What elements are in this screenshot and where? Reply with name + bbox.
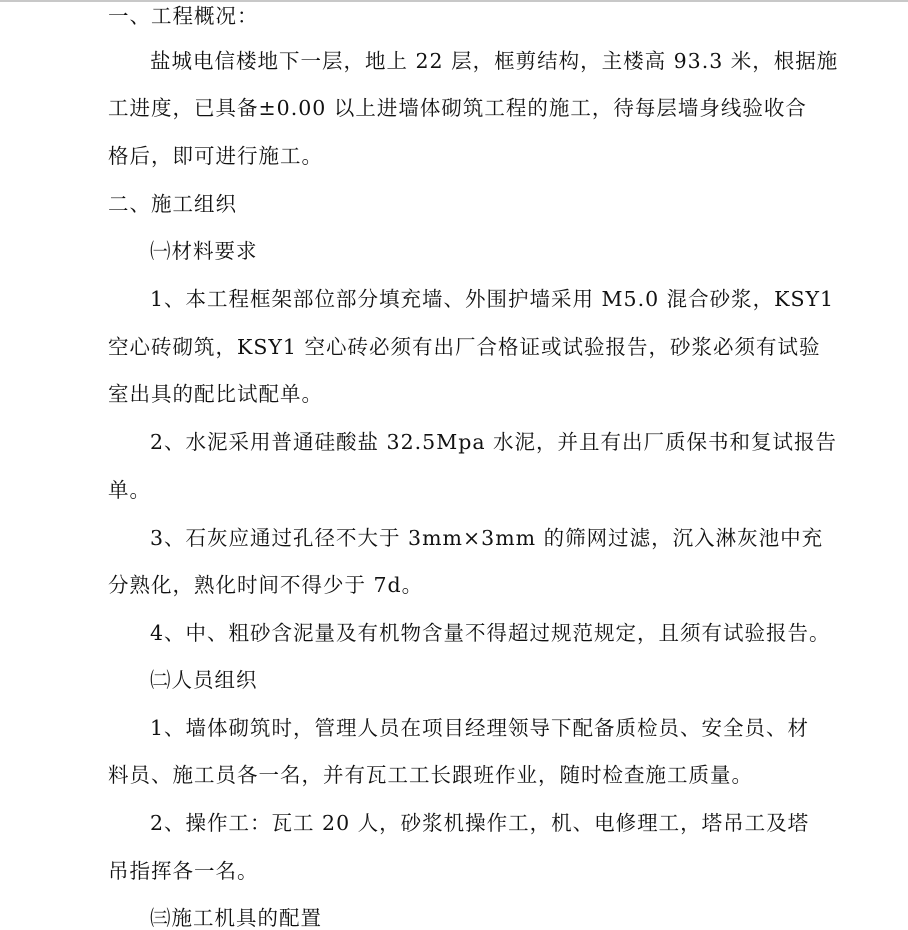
paragraph-line: 分熟化，熟化时间不得少于 7d。 bbox=[108, 573, 424, 597]
paragraph-line: 盐城电信楼地下一层，地上 22 层，框剪结构，主楼高 93.3 米，根据施 bbox=[150, 49, 839, 73]
paragraph-line: 吊指挥各一名。 bbox=[108, 859, 259, 883]
paragraph-line: 工进度，已具备±0.00 以上进墙体砌筑工程的施工，待每层墙身线验收合 bbox=[108, 96, 807, 120]
paragraph-line: 4、中、粗砂含泥量及有机物含量不得超过规范规定，且须有试验报告。 bbox=[150, 621, 831, 645]
paragraph-line: 室出具的配比试配单。 bbox=[108, 382, 323, 406]
subsection-heading-equipment: ㈢施工机具的配置 bbox=[150, 906, 322, 930]
subsection-heading-materials: ㈠材料要求 bbox=[150, 239, 258, 263]
paragraph-line: 2、操作工：瓦工 20 人，砂浆机操作工，机、电修理工，塔吊工及塔 bbox=[150, 811, 810, 835]
paragraph-line: 3、石灰应通过孔径不大于 3mm×3mm 的筛网过滤，沉入淋灰池中充 bbox=[150, 526, 824, 550]
paragraph-line: 单。 bbox=[108, 478, 151, 502]
paragraph-line: 料员、施工员各一名，并有瓦工工长跟班作业，随时检查施工质量。 bbox=[108, 763, 753, 787]
section-heading-overview: 一、工程概况： bbox=[108, 4, 259, 28]
subsection-heading-personnel: ㈡人员组织 bbox=[150, 668, 258, 692]
paragraph-line: 空心砖砌筑，KSY1 空心砖必须有出厂合格证或试验报告，砂浆必须有试验 bbox=[108, 335, 821, 359]
paragraph-line: 1、本工程框架部位部分填充墙、外围护墙采用 M5.0 混合砂浆，KSY1 bbox=[150, 287, 835, 311]
paragraph-line: 格后，即可进行施工。 bbox=[108, 144, 323, 168]
section-heading-organization: 二、施工组织 bbox=[108, 192, 237, 216]
paragraph-line: 1、墙体砌筑时，管理人员在项目经理领导下配备质检员、安全员、材 bbox=[150, 716, 810, 740]
paragraph-line: 2、水泥采用普通硅酸盐 32.5Mpa 水泥，并且有出厂质保书和复试报告 bbox=[150, 430, 838, 454]
